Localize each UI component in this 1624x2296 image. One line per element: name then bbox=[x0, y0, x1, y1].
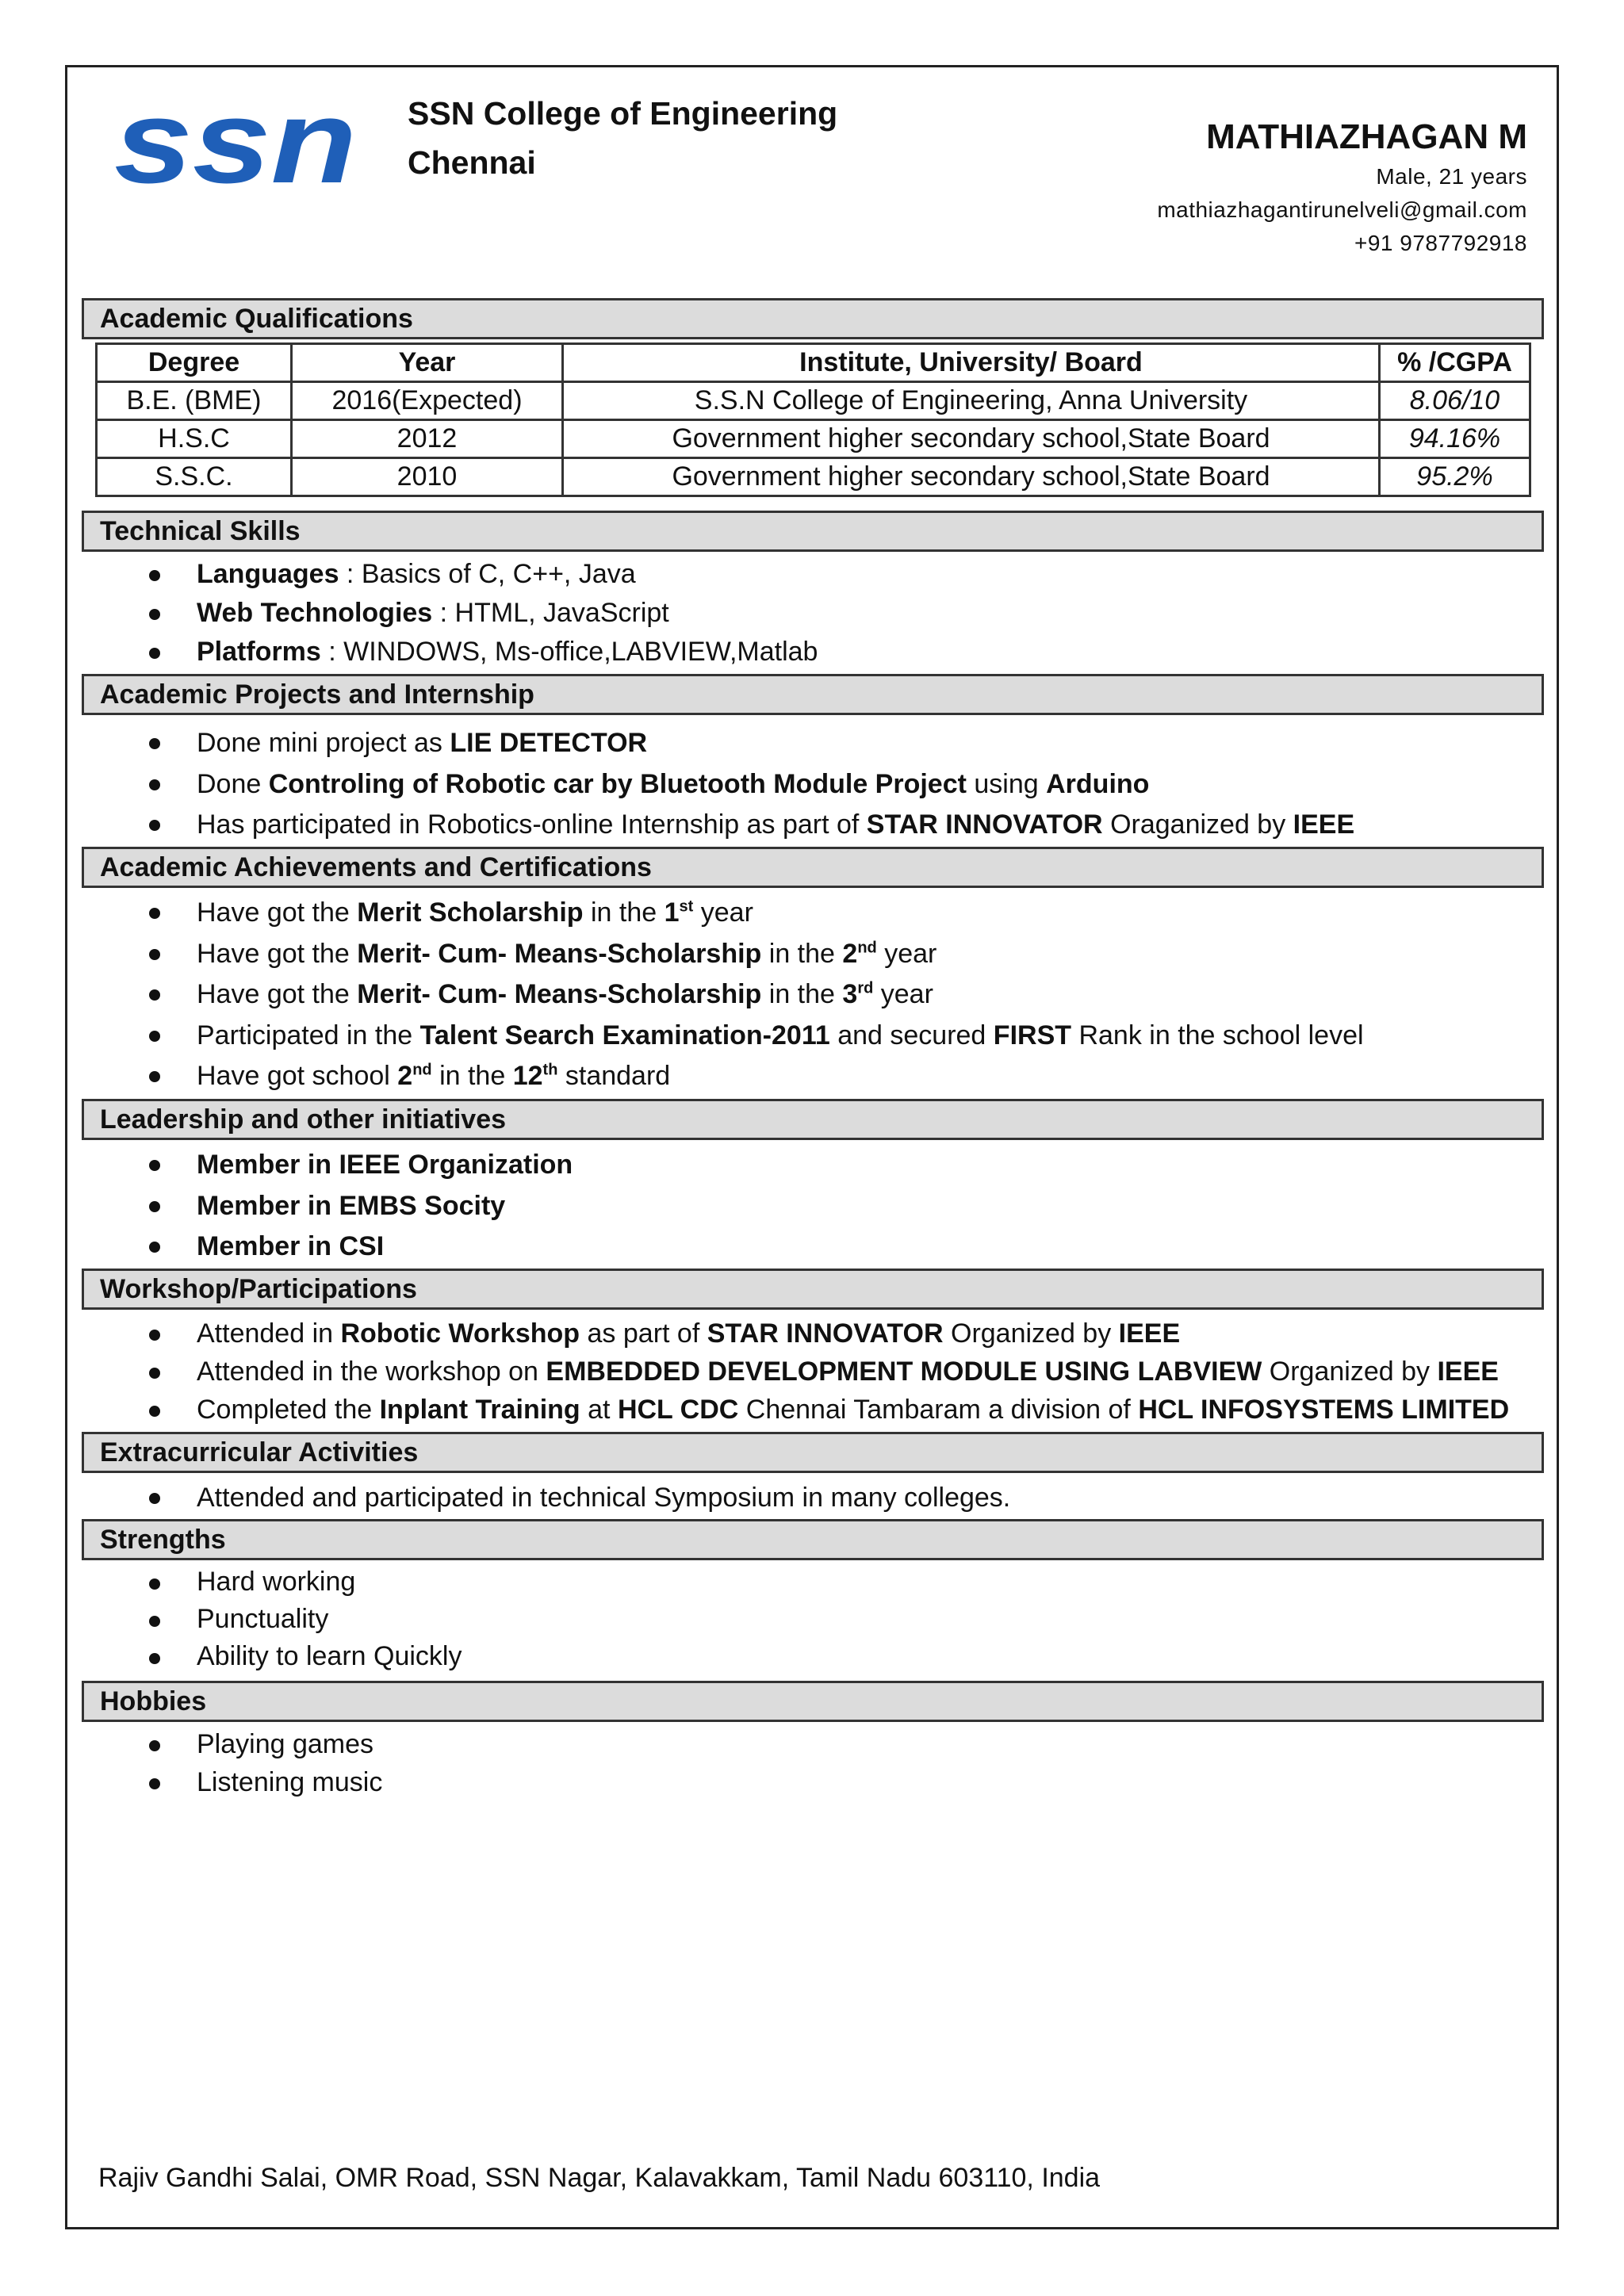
section-workshops: Workshop/Participations bbox=[82, 1269, 1544, 1310]
list-item: Participated in the Talent Search Examination-2011 and secured FIRST Rank in the school level bbox=[151, 1016, 1364, 1057]
list-item: Have got school 2nd in the 12th standard bbox=[151, 1056, 1364, 1097]
grade-cell: 8.06/10 bbox=[1380, 382, 1530, 420]
candidate-info bbox=[1157, 114, 1527, 260]
section-technical-skills: Technical Skills bbox=[82, 511, 1544, 552]
college-line-1: SSN College of Engineering bbox=[408, 95, 838, 132]
grade-cell: 94.16% bbox=[1380, 420, 1530, 458]
column-header: % /CGPA bbox=[1380, 344, 1530, 382]
table-row bbox=[97, 382, 1530, 420]
technical-skills-list bbox=[151, 555, 818, 672]
list-item: Have got the Merit- Cum- Means-Scholarship in the 3rd year bbox=[151, 974, 1364, 1016]
institute-cell: Government higher secondary school,State Board bbox=[563, 420, 1380, 458]
list-item: Listening music bbox=[151, 1763, 382, 1801]
list-item: Done Controling of Robotic car by Bluetooth Module Project using Arduino bbox=[151, 764, 1354, 806]
svg-text:ssn: ssn bbox=[114, 94, 357, 195]
list-item: Attended in Robotic Workshop as part of STAR INNOVATOR Organized by IEEE bbox=[151, 1314, 1509, 1353]
candidate-phone: +91 9787792918 bbox=[1354, 231, 1527, 255]
list-item: Has participated in Robotics-online Internship as part of STAR INNOVATOR Oraganized by IEEE bbox=[151, 805, 1354, 846]
list-item: Ability to learn Quickly bbox=[151, 1638, 462, 1675]
extracurricular-list bbox=[151, 1478, 1010, 1519]
column-header: Year bbox=[292, 344, 563, 382]
year-cell: 2010 bbox=[292, 458, 563, 496]
candidate-email[interactable]: mathiazhagantirunelveli@gmail.com bbox=[1157, 197, 1527, 222]
list-item: Have got the Merit Scholarship in the 1st year bbox=[151, 893, 1364, 934]
list-item: Playing games bbox=[151, 1725, 382, 1763]
hobbies-list bbox=[151, 1725, 382, 1801]
table-row bbox=[97, 458, 1530, 496]
candidate-name: MATHIAZHAGAN M bbox=[1206, 117, 1527, 156]
section-projects: Academic Projects and Internship bbox=[82, 674, 1544, 715]
list-item: Member in EMBS Socity bbox=[151, 1186, 573, 1227]
table-header-row bbox=[97, 344, 1530, 382]
list-item: Languages : Basics of C, C++, Java bbox=[151, 555, 818, 594]
achievements-list bbox=[151, 893, 1364, 1097]
institute-cell: Government higher secondary school,State Board bbox=[563, 458, 1380, 496]
section-academic-qualifications: Academic Qualifications bbox=[82, 298, 1544, 339]
degree-cell: H.S.C bbox=[97, 420, 292, 458]
list-item: Completed the Inplant Training at HCL CDC Chennai Tambaram a division of HCL INFOSYSTEMS LIMITED bbox=[151, 1391, 1509, 1429]
column-header: Degree bbox=[97, 344, 292, 382]
list-item: Done mini project as LIE DETECTOR bbox=[151, 723, 1354, 764]
table-row bbox=[97, 420, 1530, 458]
list-item: Attended and participated in technical Symposium in many colleges. bbox=[151, 1478, 1010, 1519]
workshops-list bbox=[151, 1314, 1509, 1429]
footer-address: Rajiv Gandhi Salai, OMR Road, SSN Nagar, Kalavakkam, Tamil Nadu 603110, India bbox=[98, 2163, 1101, 2193]
college-line-2: Chennai bbox=[408, 144, 536, 181]
year-cell: 2016(Expected) bbox=[292, 382, 563, 420]
degree-cell: B.E. (BME) bbox=[97, 382, 292, 420]
section-leadership: Leadership and other initiatives bbox=[82, 1099, 1544, 1140]
list-item: Member in IEEE Organization bbox=[151, 1145, 573, 1186]
section-extracurricular: Extracurricular Activities bbox=[82, 1432, 1544, 1473]
list-item: Punctuality bbox=[151, 1601, 462, 1638]
candidate-gender-age: Male, 21 years bbox=[1376, 164, 1527, 189]
projects-list bbox=[151, 723, 1354, 846]
institute-cell: S.S.N College of Engineering, Anna University bbox=[563, 382, 1380, 420]
list-item: Web Technologies : HTML, JavaScript bbox=[151, 594, 818, 633]
section-hobbies: Hobbies bbox=[82, 1681, 1544, 1722]
list-item: Hard working bbox=[151, 1563, 462, 1601]
year-cell: 2012 bbox=[292, 420, 563, 458]
list-item: Attended in the workshop on EMBEDDED DEVELOPMENT MODULE USING LABVIEW Organized by IEEE bbox=[151, 1353, 1509, 1391]
section-achievements: Academic Achievements and Certifications bbox=[82, 847, 1544, 888]
ssn-logo bbox=[111, 94, 362, 195]
list-item: Member in CSI bbox=[151, 1226, 573, 1268]
list-item: Have got the Merit- Cum- Means-Scholarship in the 2nd year bbox=[151, 934, 1364, 975]
strengths-list bbox=[151, 1563, 462, 1675]
list-item: Platforms : WINDOWS, Ms-office,LABVIEW,Matlab bbox=[151, 633, 818, 672]
section-strengths: Strengths bbox=[82, 1519, 1544, 1560]
college-name bbox=[408, 89, 837, 187]
academic-table bbox=[95, 342, 1531, 497]
leadership-list bbox=[151, 1145, 573, 1268]
column-header: Institute, University/ Board bbox=[563, 344, 1380, 382]
degree-cell: S.S.C. bbox=[97, 458, 292, 496]
grade-cell: 95.2% bbox=[1380, 458, 1530, 496]
